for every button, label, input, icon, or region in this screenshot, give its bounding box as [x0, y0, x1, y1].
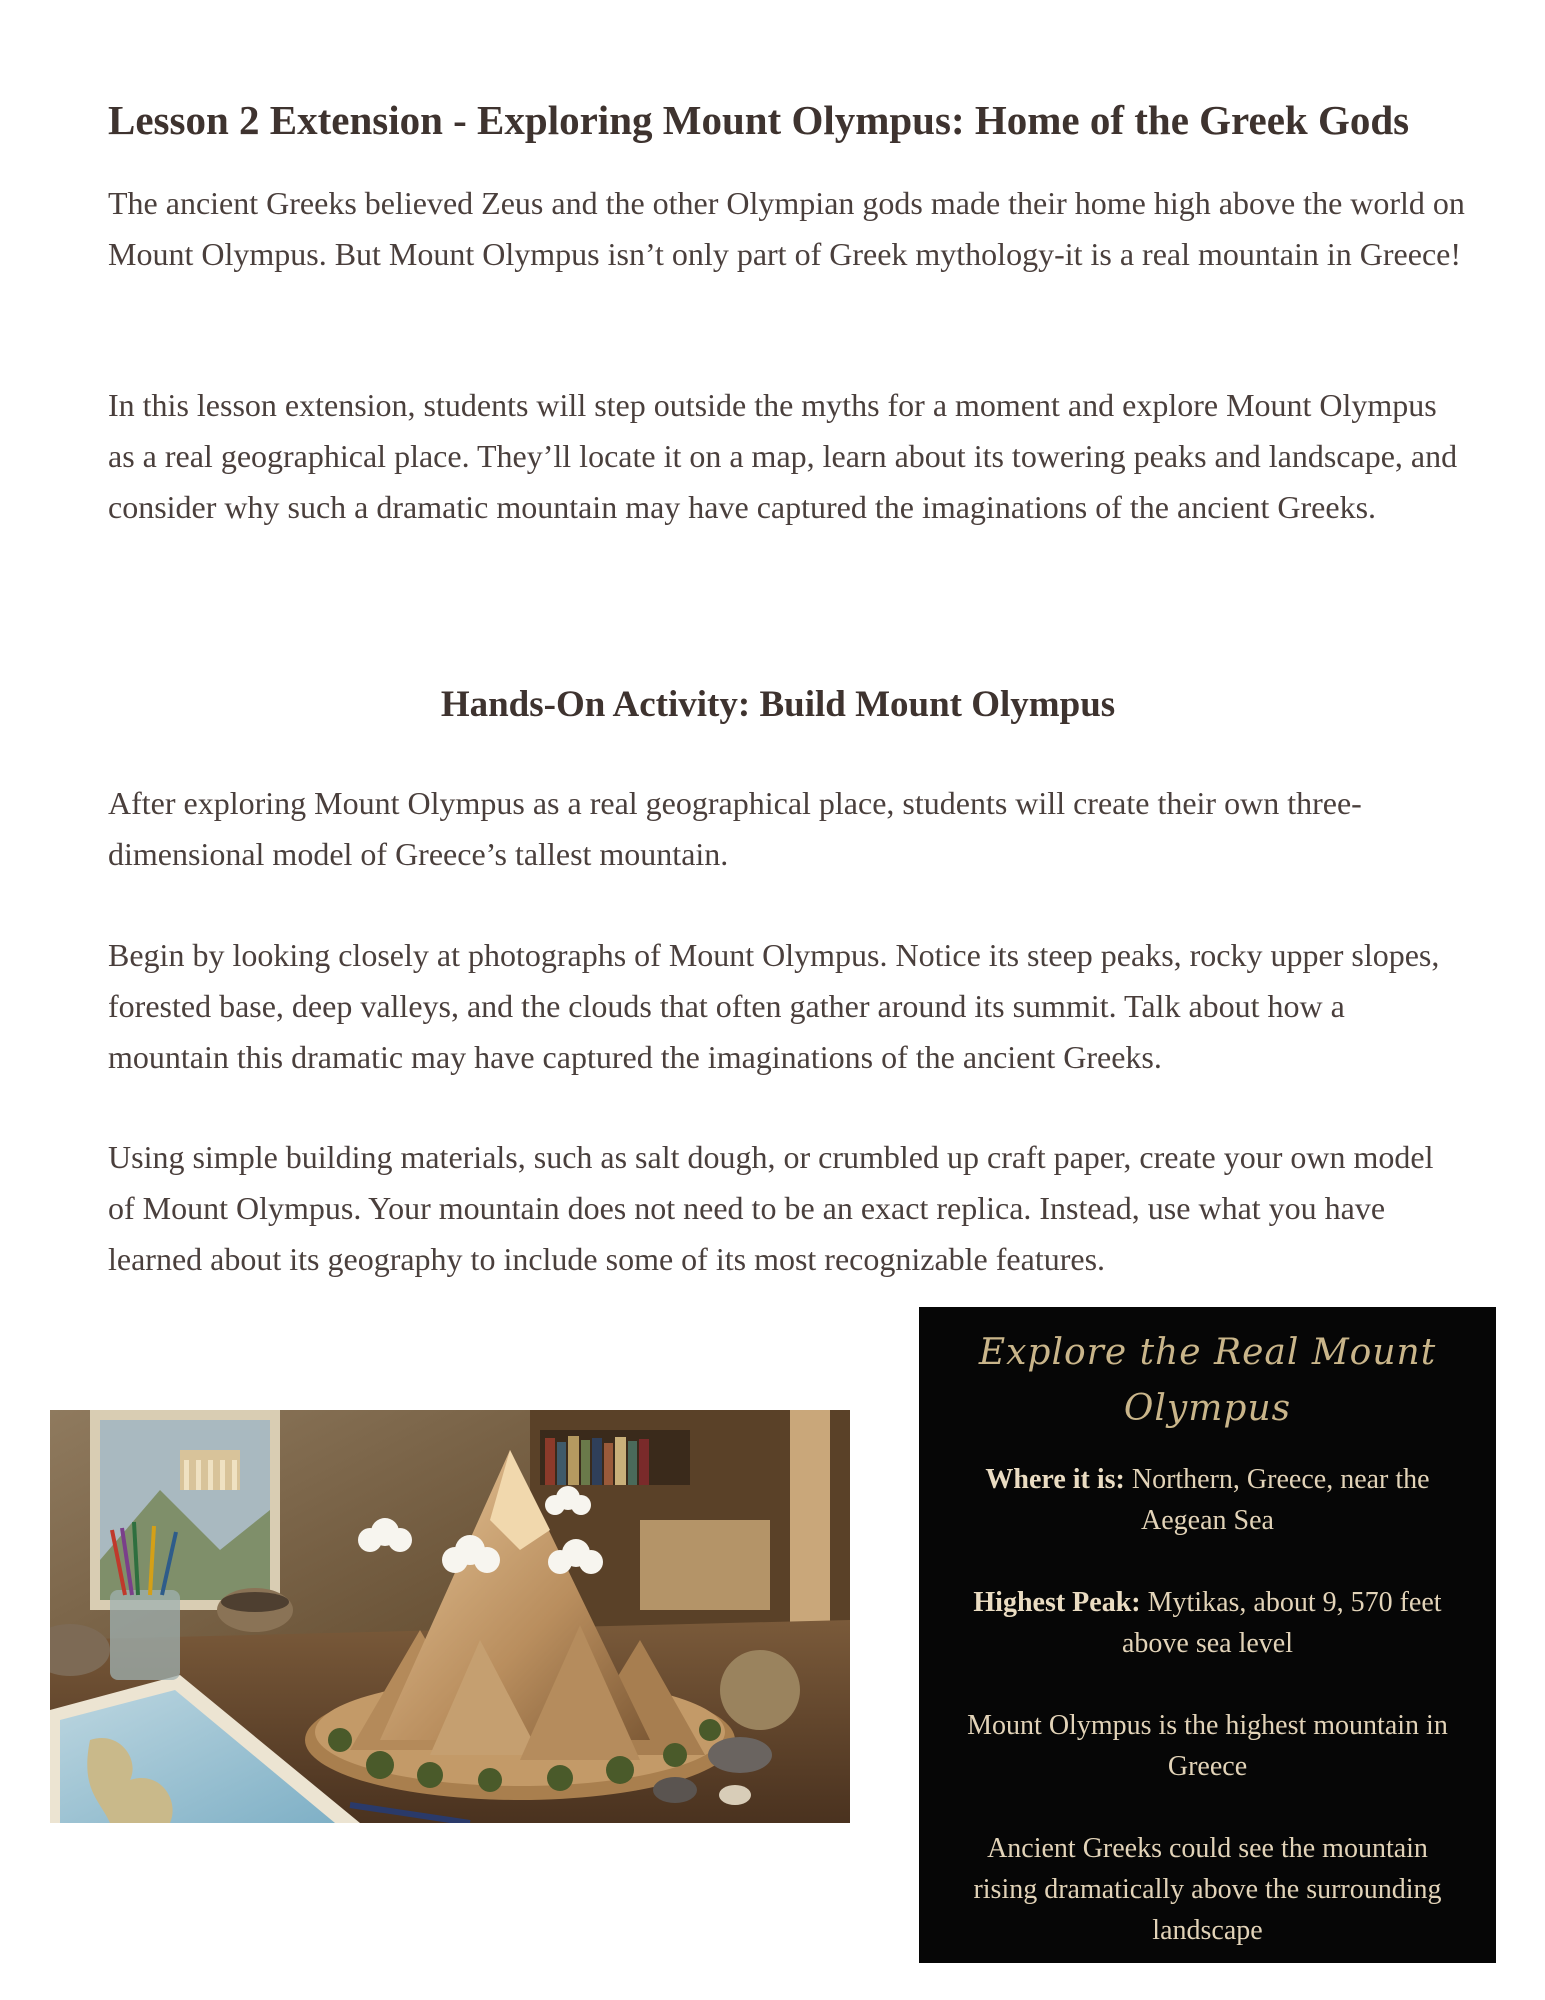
info-fact-visibility: Ancient Greeks could see the mountain rising dramatically above the surrounding landscape — [973, 1833, 1442, 1946]
activity-paragraph-1: After exploring Mount Olympus as a real geographical place, students will create their own three-dimensional model of Greece’s tallest mountain. — [108, 785, 1362, 872]
info-where — [959, 1459, 1456, 1541]
info-where-label: Where it is: — [985, 1464, 1125, 1495]
info-peak — [959, 1582, 1456, 1664]
intro-paragraph-1: The ancient Greeks believed Zeus and the other Olympian gods made their home high above the world on Mount Olympus. But Mount Olympus isn’t only part of Greek mythology-it is a real mountain in Greece! — [108, 185, 1465, 272]
intro-paragraph-2: In this lesson extension, students will step outside the myths for a moment and explore Mount Olympus as a real geographical place. They’ll locate it on a map, learn about its towering peaks and landscape, and consider why such a dramatic mountain may have captured the imaginations of the ancient Greeks. — [108, 387, 1458, 525]
info-box-title: Explore the Real Mount Olympus — [978, 1332, 1437, 1429]
activity-paragraph-3: Using simple building materials, such as salt dough, or crumbled up craft paper, create your own model of Mount Olympus. Your mountain does not need to be an exact replica. Instead, use what you have learned about its geography to include some of its most recognizable features. — [108, 1139, 1434, 1277]
info-fact-highest: Mount Olympus is the highest mountain in Greece — [967, 1710, 1448, 1782]
activity-heading: Hands-On Activity: Build Mount Olympus — [440, 684, 1116, 725]
mountain-model-photo — [50, 1410, 850, 1823]
activity-paragraph-2: Begin by looking closely at photographs of Mount Olympus. Notice its steep peaks, rocky upper slopes, forested base, deep valleys, and the clouds that often gather around its summit. Talk about how a mountain this dramatic may have captured the imaginations of the ancient Greeks. — [108, 937, 1440, 1075]
info-peak-label: Highest Peak: — [973, 1587, 1141, 1618]
info-where-value: Northern, Greece, near the Aegean Sea — [1124, 1464, 1430, 1536]
page-title: Lesson 2 Extension - Exploring Mount Olympus: Home of the Greek Gods — [108, 97, 1410, 143]
info-peak-value: Mytikas, about 9, 570 feet above sea level — [1121, 1587, 1442, 1659]
info-box — [919, 1307, 1496, 1963]
